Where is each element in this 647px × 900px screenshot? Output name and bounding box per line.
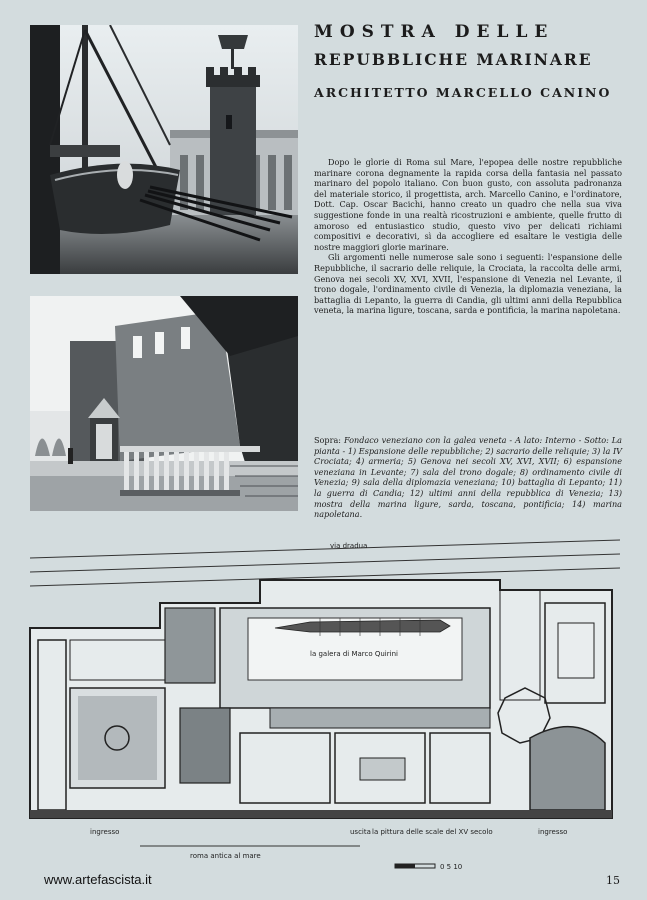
- plan-street-bottom-label: roma antica al mare: [190, 852, 261, 860]
- caption-lead: Sopra:: [314, 435, 342, 445]
- plan-galley-label: la galera di Marco Quirini: [310, 650, 398, 658]
- architect-subtitle: ARCHITETTO MARCELLO CANINO: [314, 85, 612, 100]
- page-number: 15: [606, 874, 620, 887]
- article-paragraph-2: Gli argomenti nelle numerose sale sono i seguenti: l'espansione delle Repubbliche, il sacrario delle reliquie, la Crociata, la raccolta delle armi, Genova nei secoli XV, XVI, XVII, l'espansione di Venezia nel Levante, il trono dogale, l'ordinamento civile di Venezia, la diplomazia veneziana, la battaglia di Lepanto, la guerra di Candia, gli ultimi anni della Repubblica veneta, la marina ligure, toscana, sarda e pontificia, la marina napoletana.: [314, 252, 622, 316]
- page-title-line2: REPUBBLICHE MARINARE: [314, 50, 593, 69]
- plan-passage-label: la pittura delle scale del XV secolo: [372, 828, 493, 836]
- figure-caption: [314, 435, 622, 520]
- page-title: MOSTRA DELLE: [314, 22, 555, 42]
- photo-fondaco-illustration: [30, 25, 298, 274]
- plan-entrance-left-label: ingresso: [90, 828, 120, 836]
- photo-interior-illustration: [30, 296, 298, 511]
- photo-interior: [30, 296, 298, 511]
- plan-street-top-label: via dradua: [330, 542, 368, 550]
- caption-text: Fondaco veneziano con la galea veneta - A lato: Interno - Sotto: La pianta - 1) Espansione delle repubbliche; 2) sacrario delle reliquie; 3) la IV Crociata; 4) armeria; 5) Genova nei secoli XV, XVI, XVII; 6) espansione veneziana in Levante; 7) sala del trono dogale; 8) ordinamento civile di Venezia; 9) sala della diplomazia veneziana; 10) battaglia di Lepanto; 11) la guerra di Candia; 12) ultimi anni della repubblica di Venezia; 13) mostra della marina ligure, sarda, toscana, pontificia; 14) marina napoletana.: [314, 435, 622, 520]
- plan-scale-label: 0 5 10: [440, 863, 463, 871]
- footer-website-url[interactable]: www.artefascista.it: [44, 872, 152, 887]
- article-paragraph-1: Dopo le glorie di Roma sul Mare, l'epopea delle nostre repubbliche marinare corona degnamente la rapida corsa della fantasia nel passato marinaro del popolo italiano. Con buon gusto, con assoluta padronanza del materiale storico, il progettista, arch. Marcello Canino, e l'ordinatore, Dott. Cap. Oscar Bacichi, hanno creato un quadro che nella sua viva suggestione fonde in una realtà ricostruzioni e ambiente, quelle frutto di amoroso ed entusiastico studio, questo vivo per delicati richiami compositivi e decorativi, sì da accogliere ed esaltare le vestigia delle nostre maggiori glorie marinare.: [314, 157, 622, 252]
- article-body: [314, 157, 622, 316]
- plan-entrance-right-label: ingresso: [538, 828, 568, 836]
- floor-plan: [20, 528, 630, 873]
- plan-exit-label: uscita: [350, 828, 371, 836]
- photo-venetian-fondaco: [30, 25, 298, 274]
